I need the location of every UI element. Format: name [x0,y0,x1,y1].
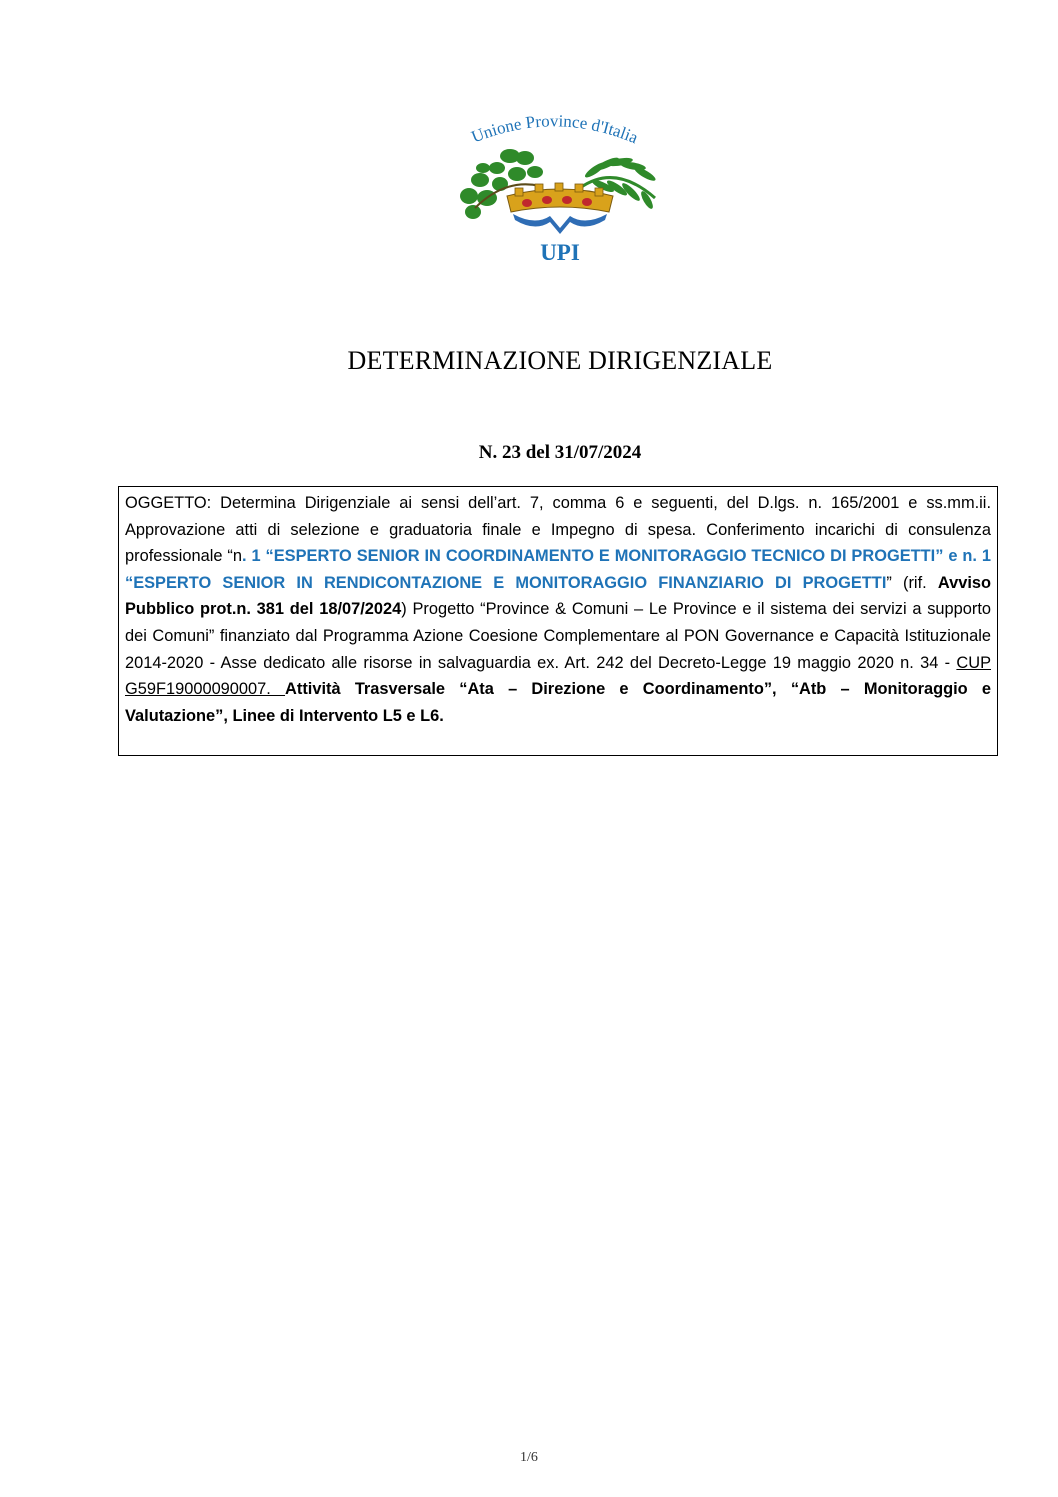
logo-acronym: UPI [540,240,580,265]
subject-activity: Attività Trasversale “Ata – Direzione e Coordinamento”, “Atb – Monitoraggio e Valutazione”, Linee di Intervento L5 e L6. [125,680,991,725]
subject-positions: . 1 “ESPERTO SENIOR IN COORDINAMENTO E MONITORAGGIO TECNICO DI PROGETTI” e n. 1 “ESPERTO SENIOR IN RENDICONTAZIONE E MONITORAGGIO FINANZIARIO DI PROGETTI [125,547,991,592]
logo-arc-text: Unione Province d'Italia [468,111,641,148]
subject-cup-code: CUP G59F19000090007. [125,653,991,699]
subject-notice-ref: Avviso Pubblico prot.n. 381 del 18/07/2024 [125,573,992,619]
document-number: N. 23 del 31/07/2024 [478,442,642,463]
upi-emblem-graphic [455,108,665,268]
document-title: DETERMINAZIONE DIRIGENZIALE [347,346,773,375]
upi-logo [455,108,665,268]
page-number: 1/6 [520,1450,538,1465]
subject-text: OGGETTO: Determina Dirigenziale ai sensi dell’art. 7, comma 6 e seguenti, del D.lgs. n. 165/2001 e ss.mm.ii. Approvazione atti di selezione e graduatoria finale e Impegno di spesa. Conferimento incarichi di consulenza professionale “n [125,494,991,566]
subject-box [118,486,998,756]
crown-icon [507,183,613,234]
subject-text-2: ” (rif. [886,573,938,592]
subject-text-3: ) Progetto “Province & Comuni – Le Province e il sistema dei servizi a supporto dei Comuni” finanziato dal Programma Azione Coesione Complementare al PON Governance e Capacità Istituzionale 2014-2020 - Asse dedicato alle risorse in salvaguardia ex. Art. 242 del Decreto-Legge 19 maggio 2020 n. 34 - [125,600,991,672]
